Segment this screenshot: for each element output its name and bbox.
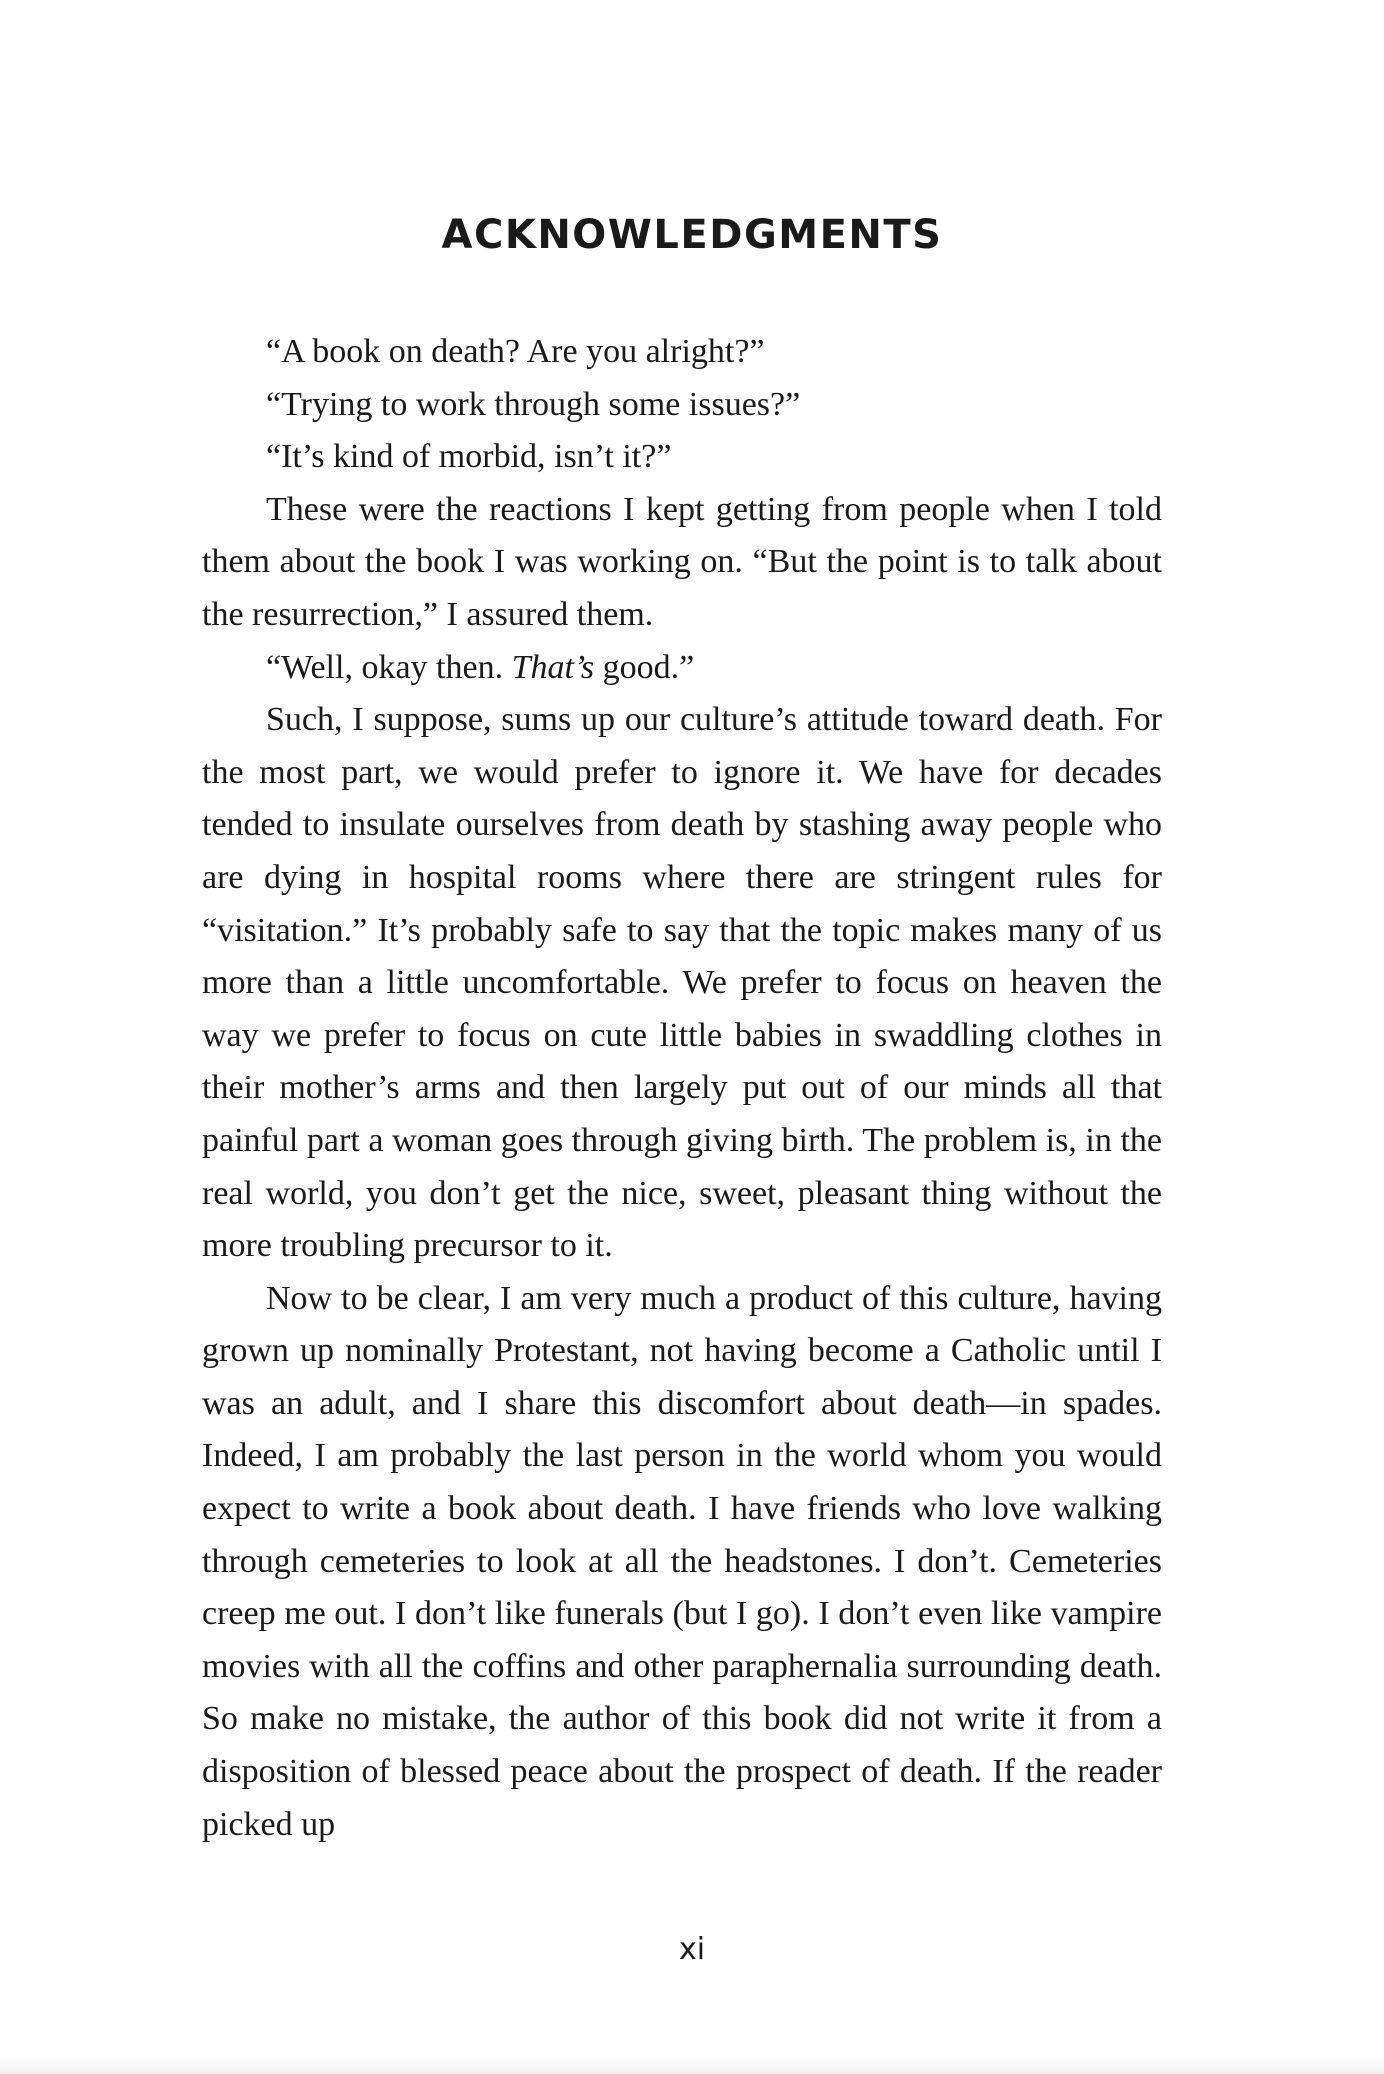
paragraph-3: “It’s kind of morbid, isn’t it?” <box>266 438 672 476</box>
body-text <box>202 326 1162 1851</box>
paragraph-2: “Trying to work through some issues?” <box>266 385 801 423</box>
paragraph-6: Such, I suppose, sums up our culture’s attitude toward death. For the most part, we would prefer to ignore it. We have for decades tended to insulate ourselves from death by stashing away people who are dying in hospital rooms where there are stringent rules for “visitation.” It’s probably safe to say that the topic makes many of us more than a little uncomfortable. We prefer to focus on heaven the way we prefer to focus on cute little babies in swaddling clothes in their mother’s arms and then largely put out of our minds all that painful part a woman goes through giving birth. The problem is, in the real world, you don’t get the nice, sweet, pleasant thing without the more troubling precursor to it. <box>202 701 1162 1265</box>
paragraph-5-before: “Well, okay then. <box>266 648 512 686</box>
paragraph-5 <box>202 642 1162 695</box>
paragraph-5-after: good.” <box>594 648 695 686</box>
paragraph-1: “A book on death? Are you alright?” <box>266 333 765 370</box>
page-bottom-shadow <box>0 2056 1384 2074</box>
paragraph-7: Now to be clear, I am very much a product of this culture, having grown up nominally Protestant, not having become a Catholic until I was an adult, and I share this discomfort about death—in spades. Indeed, I am probably the last person in the world whom you would expect to write a book about death. I have friends who love walking through cemeteries to look at all the headstones. I don’t. Cemeteries creep me out. I don’t like funerals (but I go). I don’t even like vampire movies with all the coffins and other paraphernalia surrounding death. So make no mistake, the author of this book did not write it from a disposition of blessed peace about the prospect of death. If the reader picked up <box>202 1279 1162 1843</box>
paragraph-4: These were the reactions I kept getting from people when I told them about the book I was working on. “But the point is to talk about the resurrection,” I assured them. <box>202 490 1162 633</box>
paragraph-5-emphasis: That’s <box>511 648 595 686</box>
chapter-heading: ACKNOWLEDGMENTS <box>441 212 943 258</box>
page-number: xi <box>678 1932 706 1967</box>
